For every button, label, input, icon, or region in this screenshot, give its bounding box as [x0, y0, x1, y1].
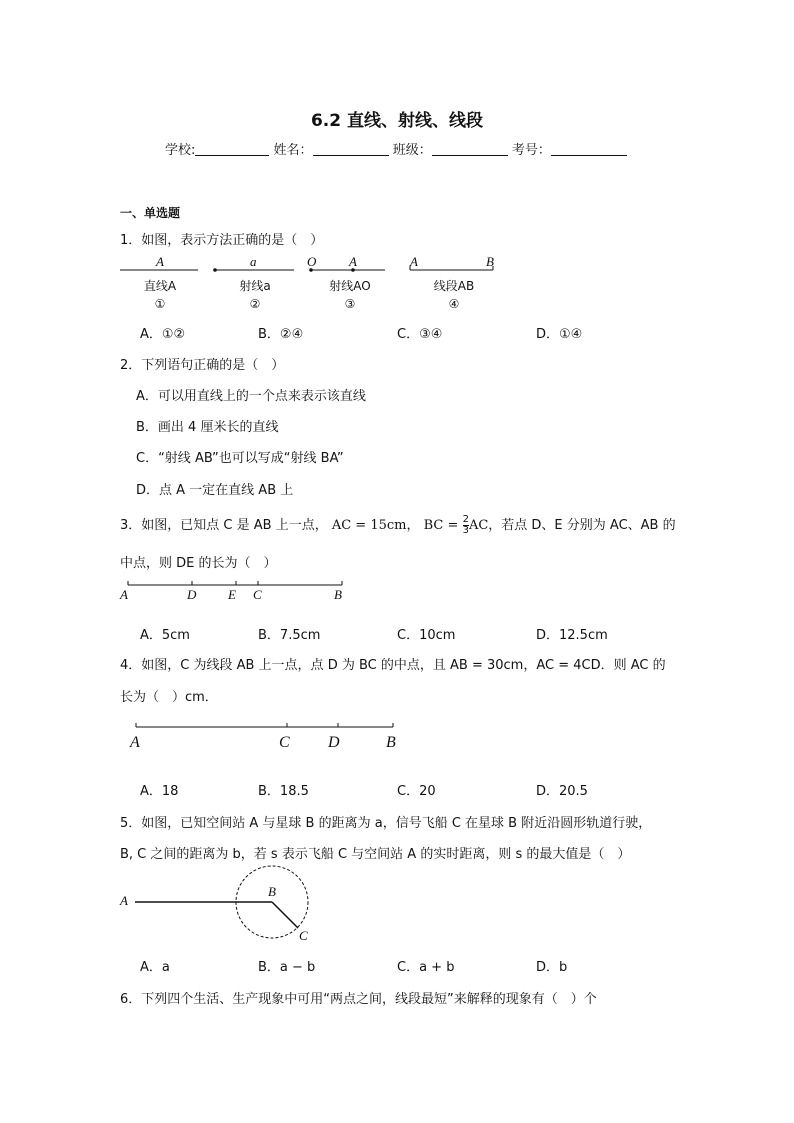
q1-option-c[interactable]: C．③④ [397, 327, 443, 342]
q3-option-a[interactable]: A．5cm [140, 628, 190, 643]
q3-frac-num: 2 [462, 514, 469, 525]
q2-option-c[interactable]: C．“射线 AB”也可以写成“射线 BA” [136, 451, 344, 466]
q3-bc-rhs: AC [468, 518, 489, 533]
fig3-label-o: O [307, 254, 317, 269]
q5-line-bc [272, 902, 298, 928]
q6-stem: 6．下列四个生活、生产现象中可用“两点之间，线段最短”来解释的现象有（ ）个 [120, 992, 597, 1007]
fig3-number: ③ [344, 297, 356, 311]
q4-label-a: A [130, 734, 140, 751]
fig4-number: ④ [448, 297, 460, 311]
q3-stem-line1: 3．如图，已知点 C 是 AB 上一点， AC = 15cm， BC = $\frac{2}{3}$ AC，若点 D、E 分别为 AC、AB 的 [120, 514, 676, 536]
fig4-label-b: B [486, 254, 494, 269]
q3-option-c[interactable]: C．10cm [397, 628, 456, 643]
q4-option-b[interactable]: B．18.5 [258, 784, 309, 799]
page-title: 6.2 直线、射线、线段 [310, 111, 484, 131]
fig2-number: ② [249, 297, 261, 311]
q5-option-d[interactable]: D．b [536, 960, 568, 975]
q3-bc-lhs: BC = [423, 518, 459, 533]
fig1-caption: 直线A [143, 279, 177, 293]
q4-label-b: B [386, 734, 396, 751]
q3-option-d[interactable]: D．12.5cm [536, 628, 608, 643]
q1-option-b[interactable]: B．②④ [258, 327, 304, 342]
q3-option-b[interactable]: B．7.5cm [258, 628, 321, 643]
q3-stem-c: 中点，则 DE 的长为（ ） [120, 556, 277, 571]
fig1-number: ① [154, 297, 166, 311]
q3-stem-b: ，若点 D、E 分别为 AC、AB 的 [488, 518, 676, 533]
fig4-label-a: A [410, 254, 418, 269]
q3-label-b: B [334, 587, 342, 602]
fig4-caption: 线段AB [433, 279, 475, 293]
q5-option-c[interactable]: C．a + b [397, 960, 455, 975]
fig2-caption: 射线a [239, 279, 271, 293]
q5-label-b: B [268, 884, 276, 899]
q1-option-d[interactable]: D．①④ [536, 327, 583, 342]
number-label: 考号： [511, 143, 551, 158]
class-label: 班级： [392, 143, 432, 158]
q3-stem-a: 3．如图，已知点 C 是 AB 上一点， [120, 518, 328, 533]
q4-option-a[interactable]: A．18 [140, 784, 179, 799]
q4-label-c: C [279, 734, 290, 751]
q3-label-c: C [253, 587, 262, 602]
q4-stem-a: 4．如图，C 为线段 AB 上一点，点 D 为 BC 的中点，且 AB = 30cm，AC = 4CD．则 AC 的 [120, 658, 666, 673]
q1-option-a[interactable]: A．①② [140, 327, 186, 342]
q3-ac-value: AC = 15cm [331, 518, 407, 533]
school-label: 学校: [165, 143, 196, 158]
fig3-label-a: A [349, 254, 357, 269]
q1-stem: 1．如图，表示方法正确的是（ ） [120, 233, 324, 248]
q2-option-a[interactable]: A．可以用直线上的一个点来表示该直线 [136, 389, 366, 404]
q4-label-d: D [328, 734, 340, 751]
q3-label-a: A [120, 587, 128, 602]
q5-option-a[interactable]: A．a [140, 960, 170, 975]
q4-stem-b: 长为（ ）cm． [120, 690, 218, 705]
fig1-label: A [156, 254, 164, 269]
q2-stem: 2．下列语句正确的是（ ） [120, 358, 285, 373]
q2-option-d[interactable]: D．点 A 一定在直线 AB 上 [136, 483, 294, 498]
q5-label-c: C [299, 928, 308, 943]
q5-label-a: A [120, 893, 128, 908]
fig2-label: a [250, 254, 257, 269]
q5-stem-b: B, C 之间的距离为 b，若 s 表示飞船 C 与空间站 A 的实时距离，则 s 的最大值是（ ） [120, 847, 631, 862]
q2-option-b[interactable]: B．画出 4 厘米长的直线 [136, 420, 279, 435]
q3-label-d: D [187, 587, 197, 602]
q4-option-c[interactable]: C．20 [397, 784, 436, 799]
q5-stem-a: 5．如图，已知空间站 A 与星球 B 的距离为 a，信号飞船 C 在星球 B 附近沿圆形轨道行驶， [120, 816, 652, 831]
q4-option-d[interactable]: D．20.5 [536, 784, 588, 799]
q5-option-b[interactable]: B．a − b [258, 960, 316, 975]
q3-frac-den: 3 [462, 525, 469, 536]
section-heading: 一、单选题 [120, 206, 181, 220]
q3-label-e: E [228, 587, 236, 602]
fig3-caption: 射线AO [329, 279, 371, 293]
name-label: 姓名： [273, 143, 313, 158]
